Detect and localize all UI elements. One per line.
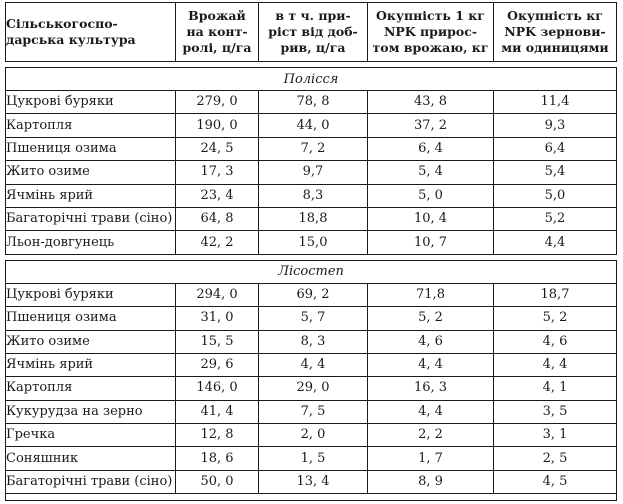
npk-payback-grain-cell: 3, 1 [494,424,617,447]
table-row [6,353,617,376]
zone-title: Полісся [6,68,617,91]
crop-name-cell: Кукурудза на зерно [6,400,176,423]
npk-payback-yield-cell: 4, 6 [368,330,494,353]
control-yield-cell: 24, 5 [176,137,259,160]
table-row [6,283,617,306]
npk-payback-grain-cell: 11,4 [494,91,617,114]
npk-payback-grain-cell: 4, 4 [494,353,617,376]
increase-cell: 78, 8 [259,91,368,114]
npk-payback-grain-cell: 4, 1 [494,377,617,400]
control-yield-cell: 294, 0 [176,283,259,306]
increase-cell: 5, 7 [259,307,368,330]
increase-cell: 1, 5 [259,447,368,470]
control-yield-cell: 23, 4 [176,184,259,207]
npk-payback-yield-cell: 10, 7 [368,231,494,254]
crop-name-cell: Ячмінь ярий [6,353,176,376]
table-row [6,161,617,184]
control-yield-cell: 64, 8 [176,207,259,230]
npk-payback-grain-cell: 3, 5 [494,400,617,423]
table-row [6,231,617,254]
increase-cell: 44, 0 [259,114,368,137]
table-row [6,424,617,447]
npk-payback-grain-cell: 4, 6 [494,330,617,353]
table-row [6,114,617,137]
control-yield-cell: 29, 6 [176,353,259,376]
npk-payback-yield-cell: 6, 4 [368,137,494,160]
header-npk-payback-yield: Окупність 1 кг NPK прирос- том врожаю, кг [368,3,494,62]
npk-payback-yield-cell: 4, 4 [368,400,494,423]
increase-cell: 8,3 [259,184,368,207]
npk-efficiency-table [5,2,617,501]
control-yield-cell: 41, 4 [176,400,259,423]
control-yield-cell: 15, 5 [176,330,259,353]
table-row [6,307,617,330]
npk-payback-grain-cell: 5,4 [494,161,617,184]
table-row [6,137,617,160]
header-fertilizer-increase: в т ч. при- ріст від доб- рив, ц/га [259,3,368,62]
table-row [6,400,617,423]
increase-cell: 8, 3 [259,330,368,353]
crop-name-cell: Ячмінь ярий [6,184,176,207]
table-end-row [6,494,617,501]
npk-payback-grain-cell: 5,2 [494,207,617,230]
increase-cell: 18,8 [259,207,368,230]
npk-payback-grain-cell: 5, 2 [494,307,617,330]
control-yield-cell: 31, 0 [176,307,259,330]
npk-payback-yield-cell: 5, 4 [368,161,494,184]
npk-payback-grain-cell: 18,7 [494,283,617,306]
zone-header-row [6,260,617,283]
npk-payback-grain-cell: 5,0 [494,184,617,207]
npk-payback-yield-cell: 43, 8 [368,91,494,114]
crop-name-cell: Картопля [6,377,176,400]
table-row [6,377,617,400]
npk-payback-yield-cell: 37, 2 [368,114,494,137]
npk-payback-grain-cell: 4,4 [494,231,617,254]
npk-payback-yield-cell: 5, 0 [368,184,494,207]
table-body [6,62,617,501]
increase-cell: 69, 2 [259,283,368,306]
header-crop: Сільськогоспо- дарська культура [6,3,176,62]
control-yield-cell: 279, 0 [176,91,259,114]
npk-payback-yield-cell: 5, 2 [368,307,494,330]
header-control-yield: Врожай на конт- ролі, ц/га [176,3,259,62]
crop-name-cell: Льон-довгунець [6,231,176,254]
crop-name-cell: Багаторічні трави (сіно) [6,207,176,230]
control-yield-cell: 42, 2 [176,231,259,254]
table-row [6,447,617,470]
table-row [6,330,617,353]
npk-payback-yield-cell: 16, 3 [368,377,494,400]
control-yield-cell: 146, 0 [176,377,259,400]
increase-cell: 7, 5 [259,400,368,423]
increase-cell: 4, 4 [259,353,368,376]
control-yield-cell: 190, 0 [176,114,259,137]
crop-name-cell: Цукрові буряки [6,283,176,306]
npk-payback-grain-cell: 9,3 [494,114,617,137]
crop-name-cell: Жито озиме [6,161,176,184]
control-yield-cell: 17, 3 [176,161,259,184]
npk-payback-yield-cell: 2, 2 [368,424,494,447]
crop-name-cell: Цукрові буряки [6,91,176,114]
increase-cell: 15,0 [259,231,368,254]
table-row [6,207,617,230]
increase-cell: 9,7 [259,161,368,184]
zone-title: Лісостеп [6,260,617,283]
npk-payback-yield-cell: 4, 4 [368,353,494,376]
npk-payback-yield-cell: 1, 7 [368,447,494,470]
increase-cell: 7, 2 [259,137,368,160]
table-row [6,184,617,207]
table-row [6,470,617,493]
control-yield-cell: 50, 0 [176,470,259,493]
increase-cell: 2, 0 [259,424,368,447]
crop-name-cell: Пшениця озима [6,307,176,330]
table-row [6,91,617,114]
control-yield-cell: 12, 8 [176,424,259,447]
npk-payback-grain-cell: 2, 5 [494,447,617,470]
npk-payback-yield-cell: 71,8 [368,283,494,306]
table-end-cell [6,494,617,501]
crop-name-cell: Соняшник [6,447,176,470]
npk-payback-yield-cell: 10, 4 [368,207,494,230]
table-header-row [6,3,617,62]
increase-cell: 29, 0 [259,377,368,400]
npk-payback-grain-cell: 4, 5 [494,470,617,493]
increase-cell: 13, 4 [259,470,368,493]
npk-payback-grain-cell: 6,4 [494,137,617,160]
crop-name-cell: Картопля [6,114,176,137]
crop-name-cell: Пшениця озима [6,137,176,160]
zone-header-row [6,68,617,91]
crop-name-cell: Багаторічні трави (сіно) [6,470,176,493]
control-yield-cell: 18, 6 [176,447,259,470]
crop-name-cell: Жито озиме [6,330,176,353]
npk-payback-yield-cell: 8, 9 [368,470,494,493]
header-npk-payback-grain-units: Окупність кг NPK зернови- ми одиницями [494,3,617,62]
crop-name-cell: Гречка [6,424,176,447]
